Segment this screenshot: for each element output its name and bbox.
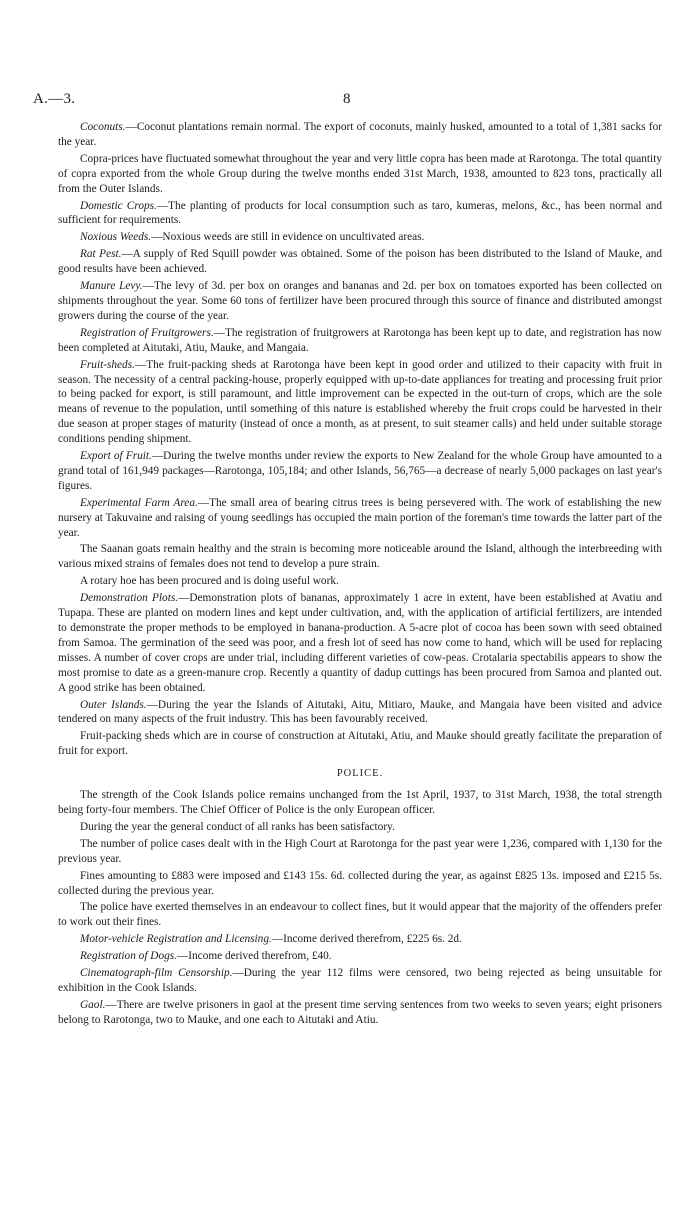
paragraph-title: Coconuts. xyxy=(80,121,126,133)
paragraph-text: —Coconut plantations remain normal. The export of coconuts, mainly husked, amounted to a total of 1,381 sacks for the year. xyxy=(58,121,662,148)
paragraph-title: Rat Pest. xyxy=(80,248,122,261)
paragraph-manure-levy xyxy=(58,279,662,324)
paragraph-text: —Income derived therefrom, £40. xyxy=(176,950,332,963)
paragraph-domestic-crops xyxy=(58,199,662,229)
paragraph-text: —The small area of bearing citrus trees is being persevered with. The work of establishing the new nursery at Takuvaine and raising of young seedlings has occupied the main portion of the foreman's time towards the latter part of the year. xyxy=(58,496,662,539)
paragraph-title: Outer Islands. xyxy=(80,698,147,711)
paragraph-title: Gaol. xyxy=(80,998,106,1011)
paragraph-copra-prices xyxy=(58,152,662,197)
paragraph-text: A rotary hoe has been procured and is doing useful work. xyxy=(80,575,339,588)
paragraph-police-strength xyxy=(58,788,662,818)
paragraph-title: Motor-vehicle Registration and Licensing. xyxy=(80,933,272,946)
paragraph-text: —The levy of 3d. per box on oranges and bananas and 2d. per box on tomatoes exported has been collected on shipments throughout the year. Some 60 tons of fertilizer have been procured through this source of finance and distributed amongst growers during the course of the year. xyxy=(58,280,662,322)
paragraph-gaol xyxy=(58,998,662,1028)
paragraph-text: —During the year 112 films were censored, two being rejected as being unsuitable for exhibition in the Cook Islands. xyxy=(58,967,663,994)
paragraph-text: —The planting of products for local consumption such as taro, kumeras, melons, &c., has been normal and sufficient for requirements. xyxy=(58,199,662,227)
paragraph-experimental-farm-area xyxy=(58,496,662,541)
page-header xyxy=(33,91,667,113)
paragraph-title: Export of Fruit. xyxy=(80,450,152,463)
body-text xyxy=(58,120,662,1030)
paragraph-text: —Income derived therefrom, £225 6s. 2d. xyxy=(271,933,462,946)
paragraph-text: —A supply of Red Squill powder was obtained. Some of the poison has been distributed to the Island of Mauke, and good results have been achieved. xyxy=(58,248,662,276)
paragraph-saanan-goats xyxy=(58,542,662,572)
paragraph-film-censorship xyxy=(58,966,662,996)
paragraph-text: The strength of the Cook Islands police remains unchanged from the 1st April, 1937, to 31st March, 1938, the total strength being forty-four members. The Chief Officer of Police is the only European officer. xyxy=(58,789,662,816)
paragraph-fines xyxy=(58,869,662,899)
page-number: 8 xyxy=(343,91,351,107)
paragraph-demonstration-plots xyxy=(58,591,662,695)
paragraph-export-of-fruit xyxy=(58,449,662,494)
paragraph-police-conduct xyxy=(58,820,662,835)
paragraph-title: Noxious Weeds. xyxy=(80,231,152,244)
paragraph-text: —During the twelve months under review the exports to New Zealand for the whole Group have amounted to a grand total of 161,949 packages—Rarotonga, 105,184; and other Islands, 56,765—a decrease of nearly 5,000 packages on last year's figures. xyxy=(58,450,663,492)
paragraph-text: —The registration of fruitgrowers at Rarotonga has been kept up to date, and registration has now been completed at Aitutaki, Atiu, Mauke, and Mangaia. xyxy=(58,326,662,354)
paragraph-text: —Noxious weeds are still in evidence on uncultivated areas. xyxy=(151,231,425,244)
paragraph-text: —There are twelve prisoners in gaol at the present time serving sentences from two weeks to seven years; eight prisoners belong to Rarotonga, two to Mauke, and one each to Aitutaki and Atiu. xyxy=(58,998,662,1026)
paragraph-title: Registration of Dogs. xyxy=(80,950,177,963)
paragraph-title: Manure Levy. xyxy=(80,280,143,293)
paragraph-rat-pest xyxy=(58,247,662,277)
paragraph-text: During the year the general conduct of all ranks has been satisfactory. xyxy=(80,820,395,833)
paragraph-title: Experimental Farm Area. xyxy=(80,496,198,509)
paragraph-text: —The fruit-packing sheds at Rarotonga have been kept in good order and utilized to their capacity with fruit in season. The necessity of a central packing-house, properly equipped with up-to-date appliances for treating and processing fruit prior to being packed for export, is still paramount, and little improvement can be expected in the out-turn of crops, which are the sole means of revenue to the population, until something of this nature is established whereby the fruit crops could be harvested in their due season at proper stages of maturity (instead of once a month, as at present, to suit steamer calls) and held under suitable storage conditions pending shipment. xyxy=(58,358,662,446)
paragraph-title: Demonstration Plots. xyxy=(80,592,179,605)
paragraph-text: The number of police cases dealt with in the High Court at Rarotonga for the past year were 1,236, compared with 1,130 for the previous year. xyxy=(58,837,662,865)
paragraph-title: Registration of Fruitgrowers. xyxy=(80,326,214,339)
paragraph-text: The Saanan goats remain healthy and the strain is becoming more noticeable around the Island, although the interbreeding with various mixed strains of females does not tend to develop a pure strain. xyxy=(58,543,662,571)
paragraph-fruit-sheds xyxy=(58,358,662,447)
paragraph-text: The police have exerted themselves in an endeavour to collect fines, but it would appear that the majority of the offenders prefer to work out their fines. xyxy=(58,901,662,929)
paragraph-text: —During the year the Islands of Aitutaki, Aitu, Mitiaro, Mauke, and Mangaia have been visited and advice tendered on many aspects of the fruit industry. This has been favourably received. xyxy=(58,698,662,726)
paragraph-title: Domestic Crops. xyxy=(80,199,157,212)
paragraph-police-cases xyxy=(58,837,662,867)
paragraph-noxious-weeds xyxy=(58,230,662,245)
paragraph-title: Cinematograph-film Censorship. xyxy=(80,967,233,980)
paragraph-text: Fruit-packing sheds which are in course of construction at Aitutaki, Atiu, and Mauke should greatly facilitate the preparation of fruit for export. xyxy=(58,730,662,758)
paragraph-title: Fruit-sheds. xyxy=(80,358,135,371)
paragraph-rotary-hoe xyxy=(58,574,662,589)
paragraph-outer-islands xyxy=(58,698,662,728)
paragraph-coconuts xyxy=(58,120,662,150)
paragraph-text: Fines amounting to £883 were imposed and £143 15s. 6d. collected during the year, as against £825 13s. imposed and £215 5s. collected during the previous year. xyxy=(58,869,662,897)
paragraph-fruit-packing-sheds xyxy=(58,729,662,759)
paragraph-registration-fruitgrowers xyxy=(58,326,662,356)
paragraph-motor-vehicle xyxy=(58,932,662,947)
paragraph-registration-dogs xyxy=(58,949,662,964)
paragraph-fine-collection xyxy=(58,900,662,930)
document-reference: A.—3. xyxy=(33,91,76,107)
paragraph-text: —Demonstration plots of bananas, approximately 1 acre in extent, have been established at Avatiu and Tupapa. These are planted on modern lines and kept under cultivation, and, with the application of artificial fertilizers, are intended to demonstrate the proper methods to be employed in banana-production. A 5-acre plot of cocoa has been sown with seed obtained from Samoa. The germination of the seed was poor, and a fresh lot of seed has now come to hand, which will be used for replacing misses. A number of cover crops are under trial, including different varieties of cow-peas. Crotalaria spectabilis appears to show the most promise to date as a green-manure crop. Recently a quantity of dadup cuttings has been procured from Samoa and planted out. A good strike has been obtained. xyxy=(58,592,663,694)
section-heading-police: POLICE. xyxy=(336,768,384,780)
paragraph-text: Copra-prices have fluctuated somewhat throughout the year and very little copra has been made at Rarotonga. The total quantity of copra exported from the whole Group during the twelve months ended 31st March, 1938, amounted to 823 tons, practically all from the Outer Islands. xyxy=(58,152,662,195)
